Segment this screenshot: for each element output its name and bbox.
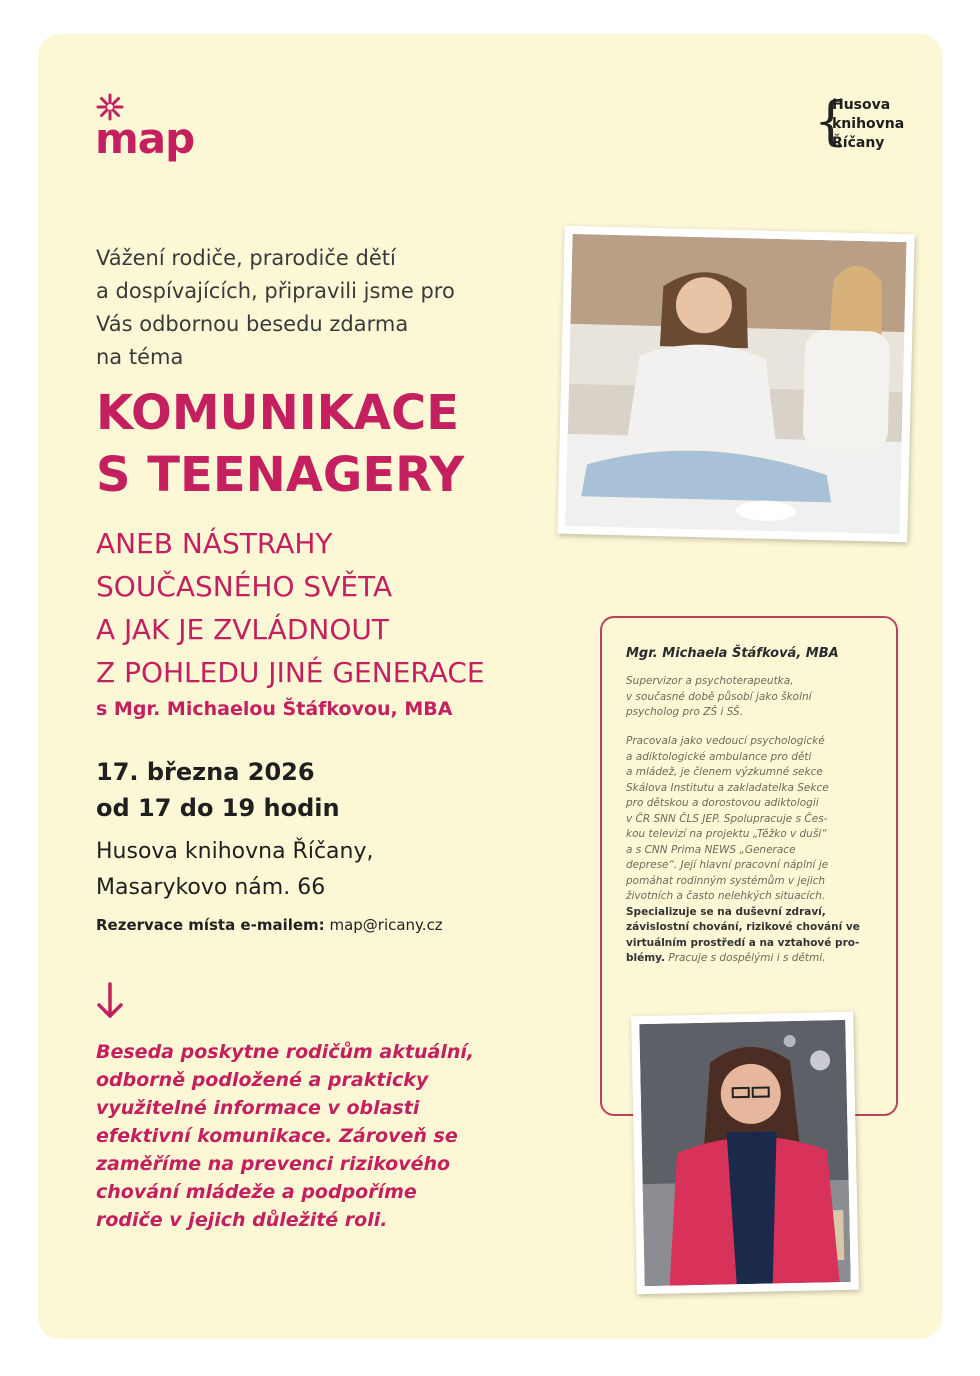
poster [38,34,942,1339]
library-logo [814,94,924,156]
reservation-label: Rezervace místa e-mailem: [96,916,325,934]
intro-text: Vážení rodiče, prarodiče dětí a dospívajících, připravili jsme pro Vás odbornou besedu zdarma na téma [96,246,455,369]
speaker-photo-image [639,1020,850,1286]
map-wordmark: map [95,114,195,163]
event-datetime: 17. března 2026 od 17 do 19 hodin [96,758,340,822]
brace-icon: { [814,92,848,152]
reservation-line [96,916,443,934]
arrow-down-icon [96,982,124,1020]
speaker-photo [631,1012,859,1295]
event-description: Beseda poskytne rodičům aktuální, odborně podložené a prakticky využitelné informace v oblasti efektivní komunikace. Zároveň se zaměříme na prevenci rizikového chování mládeže a podpoříme rodiče v jejich důležité roli. [96,1041,475,1231]
event-title: KOMUNIKACE S TEENAGERY [96,385,465,503]
speaker-name: Mgr. Michaela Štáfková, MBA [626,646,839,661]
event-location: Husova knihovna Říčany, Masarykovo nám. 66 [96,839,374,900]
teenager-photo [557,226,914,542]
speaker-bio-career: Pracovala jako vedoucí psychologické a adiktologické ambulance pro děti a mládež, je členem výzkumné sekce Skálova Institutu a zakladatelka Sekce pro dětskou a dorostovou adiktologii v ČR SNN ČLS JEP. Spolupracuje s Čes- kou televizí na projektu „Těžko v duši“ a s CNN Prima NEWS „Generace deprese“. Její hlavní pracovní náplní je pomáhat rodinným systémům v jejich životních a často nelehkých situacích. Specializuje se na duševní zdraví, závislostní chování, rizikové chování ve virtuálním prostředí a na vztahové pro- blémy. Pracuje s dospělými i s dětmi. [626,735,860,964]
teenager-photo-image [565,234,906,534]
event-subtitle: ANEB NÁSTRAHY SOUČASNÉHO SVĚTA A JAK JE ZVLÁDNOUT Z POHLEDU JINÉ GENERACE [96,527,485,689]
speaker-bio-intro: Supervizor a psychoterapeutka, v současné době působí jako školní psycholog pro ZŠ i SŠ. [626,675,812,718]
library-logo-text: Husova knihovna Říčany [832,97,905,151]
reservation-email-link[interactable]: map@ricany.cz [329,916,443,934]
speaker-line: s Mgr. Michaelou Štáfkovou, MBA [96,698,453,720]
